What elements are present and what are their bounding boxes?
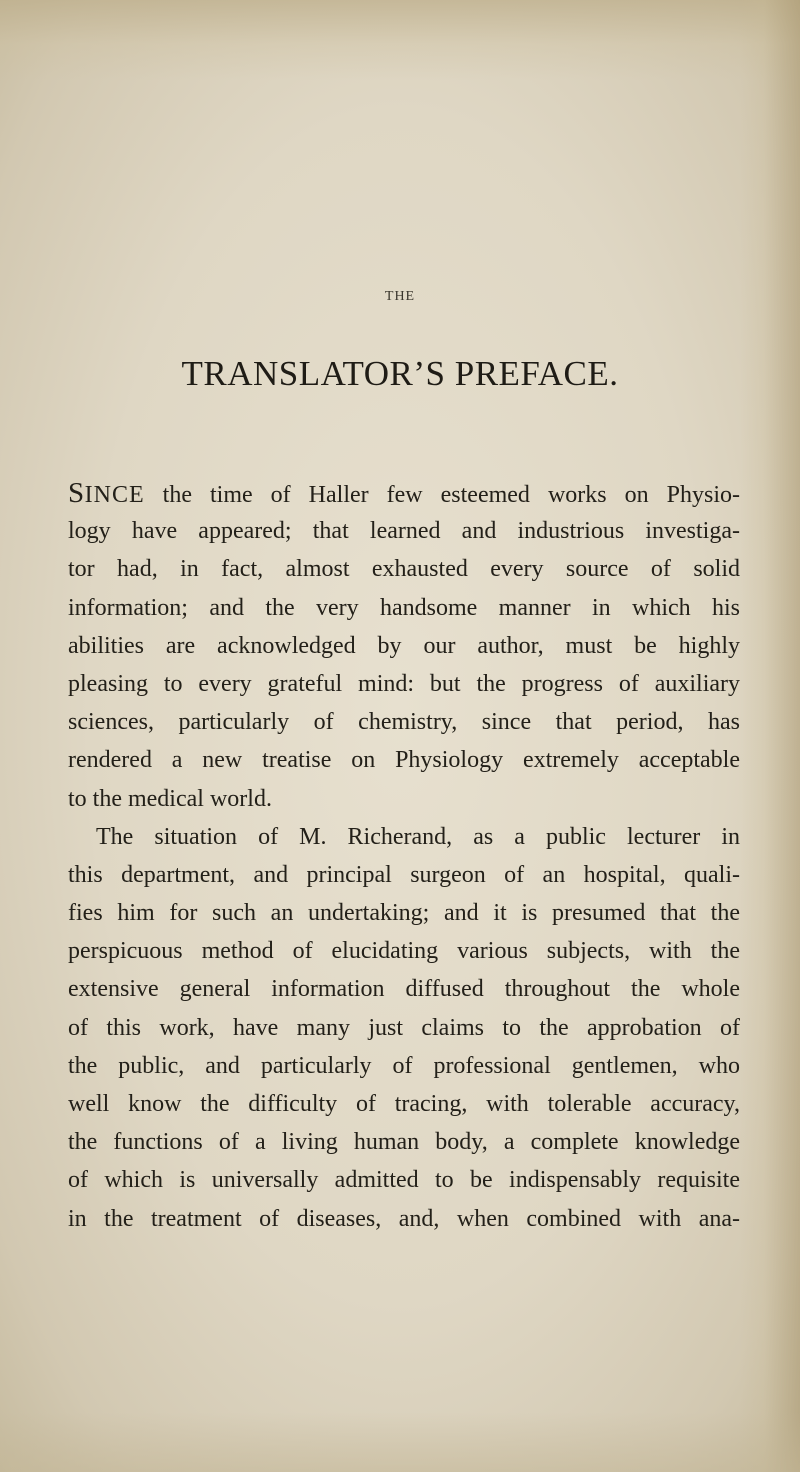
paragraph-1-line-3: tor had, in fact, almost exhausted every source of solid xyxy=(68,556,740,583)
paragraph-1-line-7: sciences, particularly of chemistry, since that period, has xyxy=(68,709,740,736)
paragraph-1-line-6: pleasing to every grateful mind: but the progress of auxiliary xyxy=(68,670,740,697)
page-edge-stain-bottom xyxy=(0,1412,800,1472)
paragraph-2-line-9: the functions of a living human body, a complete knowledge xyxy=(68,1129,740,1156)
paragraph-1-line-4: information; and the very handsome manner in which his xyxy=(68,594,740,621)
paragraph-2-line-1: The situation of M. Richerand, as a public lecturer in xyxy=(96,823,740,850)
page-title: TRANSLATOR’S PREFACE. xyxy=(181,354,619,393)
page-edge-stain-top xyxy=(0,0,800,80)
paragraph-1-line-1 xyxy=(68,474,740,512)
heading-the: THE xyxy=(384,289,416,304)
paragraph-2-line-3: fies him for such an undertaking; and it is presumed that the xyxy=(68,900,740,927)
preface-text xyxy=(68,474,740,1238)
paragraph-2-line-7: the public, and particularly of professional gentlemen, who xyxy=(68,1052,740,1079)
paragraph-2-line-6: of this work, have many just claims to the approbation of xyxy=(68,1014,740,1041)
drop-initial: S xyxy=(68,477,85,509)
paragraph-2-line-8: well know the difficulty of tracing, with tolerable accuracy, xyxy=(68,1091,740,1117)
paragraph-1-line-5: abilities are acknowledged by our author, must be highly xyxy=(68,632,740,659)
paragraph-2-line-11: in the treatment of diseases, and, when combined with ana- xyxy=(68,1205,740,1232)
lead-word: INCE xyxy=(84,482,145,508)
paragraph-2-line-5: extensive general information diffused throughout the whole xyxy=(68,976,740,1003)
page-edge-stain-right xyxy=(740,0,800,1472)
paragraph-2-line-10: of which is universally admitted to be indispensably requisite xyxy=(68,1167,740,1194)
paragraph-2-line-4: perspicuous method of elucidating various subjects, with the xyxy=(68,938,740,965)
paragraph-1-line-8: rendered a new treatise on Physiology extremely acceptable xyxy=(68,747,740,774)
line-text: the time of Haller few esteemed works on Physio- xyxy=(144,482,740,508)
paragraph-1-line-2: logy have appeared; that learned and industrious investiga- xyxy=(68,518,740,545)
paragraph-2-line-2: this department, and principal surgeon of an hospital, quali- xyxy=(68,861,740,888)
paragraph-1-line-9: to the medical world. xyxy=(68,785,272,812)
